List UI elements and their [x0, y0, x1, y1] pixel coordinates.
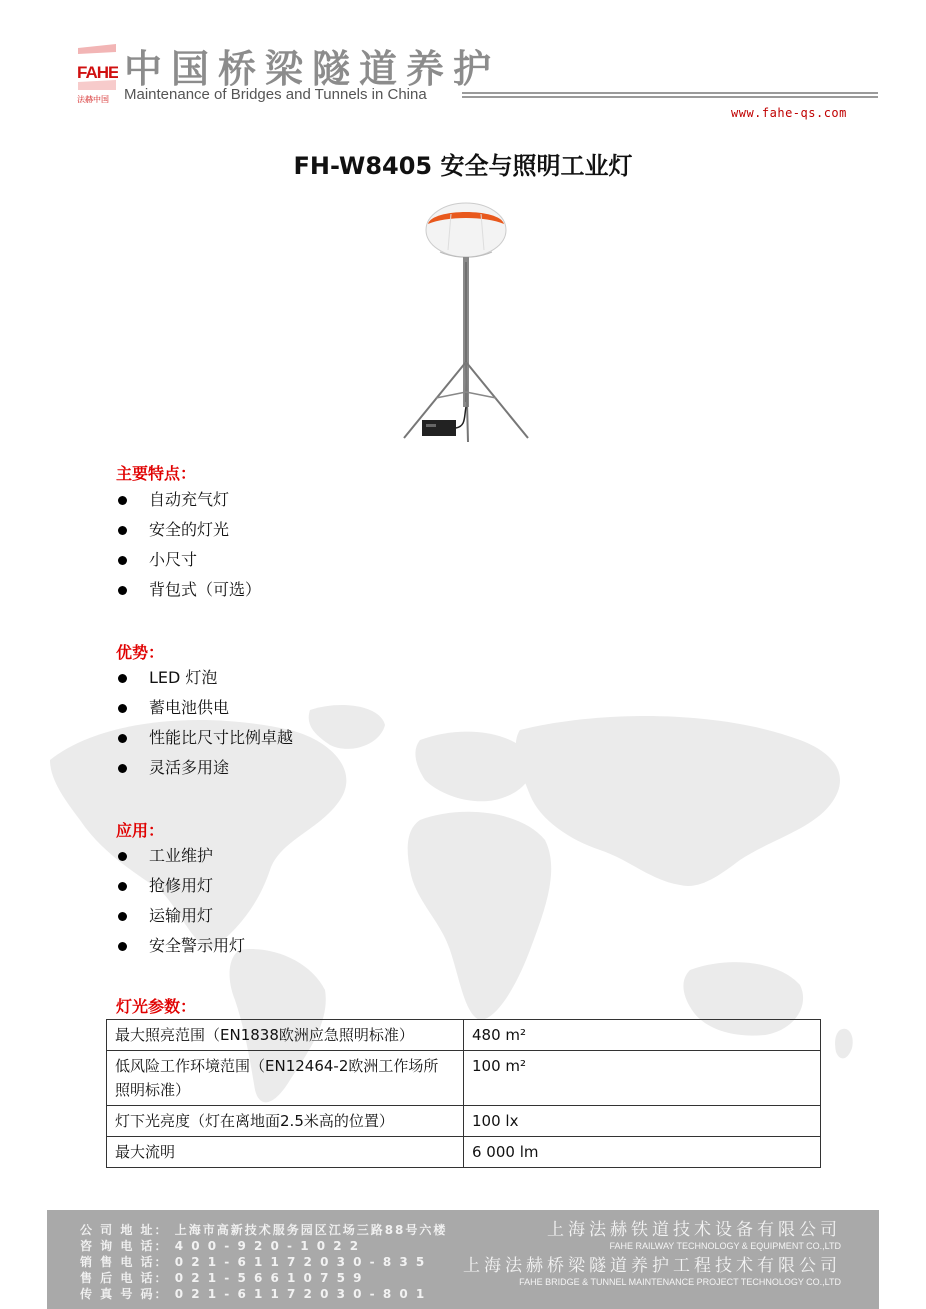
- product-image: [396, 202, 536, 447]
- bullet-icon: [118, 674, 127, 683]
- bullet-icon: [118, 764, 127, 773]
- footer-companies: [463, 1220, 841, 1292]
- page-title: FH-W8405 安全与照明工业灯: [293, 152, 633, 180]
- bullet-icon: [118, 882, 127, 891]
- list-item: 运输用灯: [116, 901, 245, 931]
- list-item: 蓄电池供电: [116, 693, 293, 723]
- table-row: [107, 1051, 821, 1106]
- advantages-heading: 优势：: [116, 643, 165, 662]
- company1-name-cn: 上海法赫铁道技术设备有限公司: [547, 1220, 841, 1240]
- header-divider: [462, 92, 878, 102]
- bullet-icon: [118, 942, 127, 951]
- list-item: LED 灯泡: [116, 663, 293, 693]
- list-item: 自动充气灯: [116, 485, 261, 515]
- param-label: 低风险工作环境范围（EN12464-2欧洲工作场所 照明标准）: [107, 1051, 464, 1106]
- bullet-icon: [118, 852, 127, 861]
- applications-list: [116, 841, 245, 961]
- fahe-logo: [76, 42, 118, 106]
- footer-service-phone: 售 后 电 话： 0 2 1 - 5 6 6 1 0 7 5 9: [80, 1271, 364, 1285]
- parameters-heading: 灯光参数：: [116, 997, 197, 1016]
- parameters-table: [106, 1019, 821, 1168]
- param-label: 最大流明: [107, 1137, 464, 1168]
- bullet-icon: [118, 556, 127, 565]
- footer-sales-phone: 销 售 电 话： 0 2 1 - 6 1 1 7 2 0 3 0 - 8 3 5: [80, 1255, 427, 1269]
- list-item: 工业维护: [116, 841, 245, 871]
- logo-text: FAHE: [77, 63, 118, 82]
- bullet-icon: [118, 734, 127, 743]
- header-title-en: Maintenance of Bridges and Tunnels in China: [124, 86, 427, 103]
- footer: [47, 1210, 879, 1309]
- company2-name-en: FAHE BRIDGE & TUNNEL MAINTENANCE PROJECT TECHNOLOGY CO.,LTD: [519, 1277, 841, 1287]
- list-item: 安全警示用灯: [116, 931, 245, 961]
- list-item: 抢修用灯: [116, 871, 245, 901]
- table-row: [107, 1020, 821, 1051]
- bullet-icon: [118, 586, 127, 595]
- company2-name-cn: 上海法赫桥梁隧道养护工程技术有限公司: [463, 1256, 841, 1276]
- features-heading: 主要特点：: [116, 464, 197, 483]
- bullet-icon: [118, 912, 127, 921]
- list-item: 背包式（可选）: [116, 575, 261, 605]
- bullet-icon: [118, 496, 127, 505]
- logo-sub: 法赫中国: [77, 95, 109, 104]
- bullet-icon: [118, 526, 127, 535]
- applications-heading: 应用：: [116, 821, 165, 840]
- table-row: [107, 1106, 821, 1137]
- footer-address: 公 司 地 址： 上海市高新技术服务园区江场三路88号六楼: [80, 1223, 448, 1237]
- param-value: 100 m²: [464, 1051, 821, 1106]
- bullet-icon: [118, 704, 127, 713]
- list-item: 小尺寸: [116, 545, 261, 575]
- features-list: [116, 485, 261, 605]
- param-label: 最大照亮范围（EN1838欧洲应急照明标准）: [107, 1020, 464, 1051]
- param-label: 灯下光亮度（灯在离地面2.5米高的位置）: [107, 1106, 464, 1137]
- footer-fax: 传 真 号 码： 0 2 1 - 6 1 1 7 2 0 3 0 - 8 0 1: [80, 1287, 427, 1301]
- param-value: 480 m²: [464, 1020, 821, 1051]
- header-title-cn: 中国桥梁隧道养护: [124, 47, 501, 91]
- footer-contact: [80, 1222, 447, 1302]
- footer-consult-phone: 咨 询 电 话： 4 0 0 - 9 2 0 - 1 0 2 2: [80, 1239, 361, 1253]
- table-row: [107, 1137, 821, 1168]
- header-url[interactable]: www.fahe-qs.com: [731, 106, 847, 120]
- list-item: 安全的灯光: [116, 515, 261, 545]
- company1-name-en: FAHE RAILWAY TECHNOLOGY & EQUIPMENT CO.,LTD: [609, 1241, 841, 1251]
- param-value: 6 000 lm: [464, 1137, 821, 1168]
- param-value: 100 lx: [464, 1106, 821, 1137]
- list-item: 灵活多用途: [116, 753, 293, 783]
- advantages-list: [116, 663, 293, 783]
- list-item: 性能比尺寸比例卓越: [116, 723, 293, 753]
